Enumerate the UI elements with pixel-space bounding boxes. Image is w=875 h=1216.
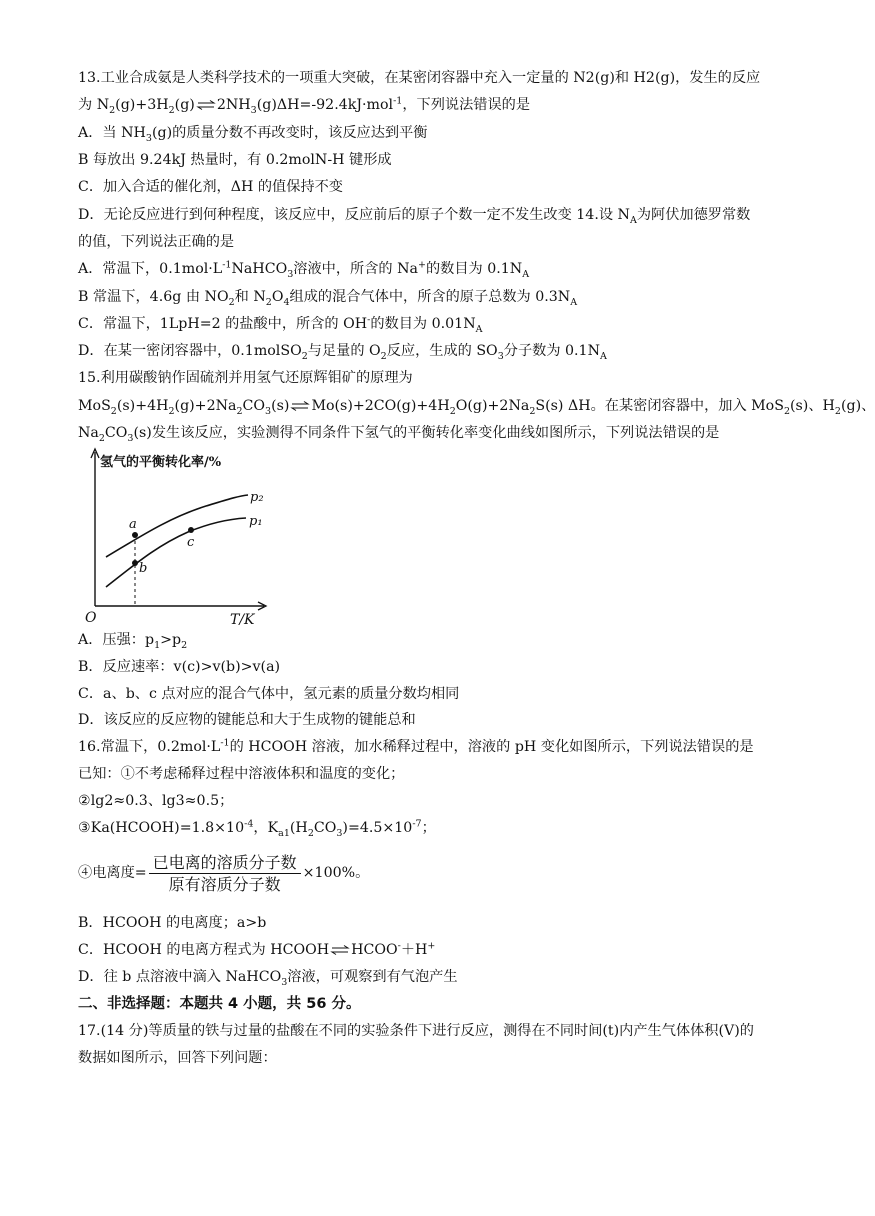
point-c-label: c (187, 535, 195, 550)
point-c (188, 527, 194, 533)
q13-line2: 为 $N_2(g)+3H_2(g)$ $2NH_3(g)\Delta H=-92.4kJ\cdot mol^{-1}$，下列说法错误的是 (78, 95, 531, 116)
q15-option-c: C．a、b、c 点对应的混合气体中，氢元素的质量分数均相同 (78, 686, 460, 702)
ionization-fraction: $\frac{\text{已电离的溶质分子数}}{\text{原有溶质分子数}}$ (149, 852, 301, 895)
point-b-label: b (139, 561, 148, 576)
q13-line1: 13.工业合成氨是人类科学技术的一项重大突破，在某密闭容器中充入一定量的 N2(g)和 H2(g)，发生的反应 (78, 70, 761, 86)
section-heading: 二、非选择题：本题共 4 小题，共 56 分。 (78, 996, 361, 1012)
point-a (132, 532, 138, 538)
x-axis-label: T/K (230, 612, 255, 628)
conversion-rate-graph (78, 446, 278, 626)
q13-option-c: C．加入合适的催化剂，ΔH 的值保持不变 (78, 179, 343, 195)
q16-known1: 已知：①不考虑稀释过程中溶液体积和温度的变化； (78, 766, 405, 782)
q15-equation: $MoS_2(s)+4H_2(g)+2Na_2CO_3(s)$ $Mo(s)+2CO(g)+4H_2O(g)+2Na_2S(s)$ ΔH。在某密闭容器中，加入 MoS$_2$(s)、$H_2(g)$、 (78, 398, 875, 417)
q14-option-a: A．常温下，$0.1mol\cdot L^{-1}NaHCO_3$溶液中，所含的 Na+的数目为 $0.1N_A$ (78, 259, 530, 280)
equilibrium-arrow-icon (331, 945, 349, 955)
q15-line3: $Na_2CO_3(s)$发生该反应，实验测得不同条件下氢气的平衡转化率变化曲线如图所示，下列说法错误的是 (78, 425, 720, 444)
q14-line2: 的值，下列说法正确的是 (78, 234, 235, 250)
point-b (132, 560, 138, 566)
equilibrium-arrow-icon (291, 401, 309, 411)
q15-line1: 15.利用碳酸钠作固硫剂并用氢气还原辉钼矿的原理为 (78, 370, 413, 386)
q13-option-d: D．无论反应进行到何种程度，该反应中，反应前后的原子个数一定不发生改变 14.设 $N_A$为阿伏加德罗常数 (78, 207, 751, 226)
q13-option-a: A．当 $NH_3(g)$的质量分数不再改变时，该反应达到平衡 (78, 125, 428, 144)
label-p1: p₁ (249, 514, 263, 529)
q16-known2: ②lg2≈0.3、lg3≈0.5； (78, 793, 234, 809)
q16-known4: ④电离度= $\frac{\text{已电离的溶质分子数}}{\text{原有溶质分子数}}$ ×100%。 (78, 852, 370, 894)
curve-p1 (106, 518, 246, 587)
q16-option-d: D．往 b 点溶液中滴入 NaHCO$_3$溶液，可观察到有气泡产生 (78, 969, 458, 988)
q14-option-b: B 常温下，4.6g 由 $NO_2$和 $N_2O_4$组成的混合气体中，所含的原子总数为 $0.3N_A$ (78, 289, 578, 308)
q14-option-d: D．在某一密闭容器中，0.1molSO$_2$与足量的 $O_2$反应，生成的 $SO_3$分子数为 $0.1N_A$ (78, 343, 607, 362)
label-p2: p₂ (250, 490, 264, 505)
q15-option-d: D．该反应的反应物的键能总和大于生成物的键能总和 (78, 712, 416, 728)
q15-option-a: A．压强：$p_1>p_2$ (78, 632, 188, 651)
y-axis-label: 氢气的平衡转化率/% (100, 455, 222, 470)
q14-option-c: C．常温下，1LpH=2 的盐酸中，所含的 OH-的数目为 $0.01N_A$ (78, 314, 483, 335)
q16-line1: 16.常温下，$0.2mol\cdot L^{-1}$的 HCOOH 溶液，加水稀释过程中，溶液的 pH 变化如图所示，下列说法错误的是 (78, 737, 754, 755)
curve-p2 (106, 495, 248, 557)
q16-option-c: C．HCOOH 的电离方程式为 HCOOH HCOO-＋H+ (78, 940, 436, 958)
equilibrium-arrow-icon (197, 100, 215, 110)
q15-option-b: B．反应速率：v(c)>v(b)>v(a) (78, 659, 281, 675)
q16-known3: $③Ka(HCOOH)=1.8\times 10^{-4}$，$K_{a1}(H_2CO_3)=4.5\times 10^{-7}$； (78, 818, 436, 839)
point-a-label: a (129, 517, 137, 532)
q16-option-b: B．HCOOH 的电离度；a>b (78, 915, 267, 931)
origin-label: O (85, 610, 97, 626)
q13-option-b: B 每放出 9.24kJ 热量时，有 0.2molN-H 键形成 (78, 152, 392, 168)
q17-line1: 17.(14 分)等质量的铁与过量的盐酸在不同的实验条件下进行反应，测得在不同时间(t)内产生气体体积(V)的 (78, 1023, 754, 1039)
q17-line2: 数据如图所示，回答下列问题： (78, 1050, 277, 1066)
